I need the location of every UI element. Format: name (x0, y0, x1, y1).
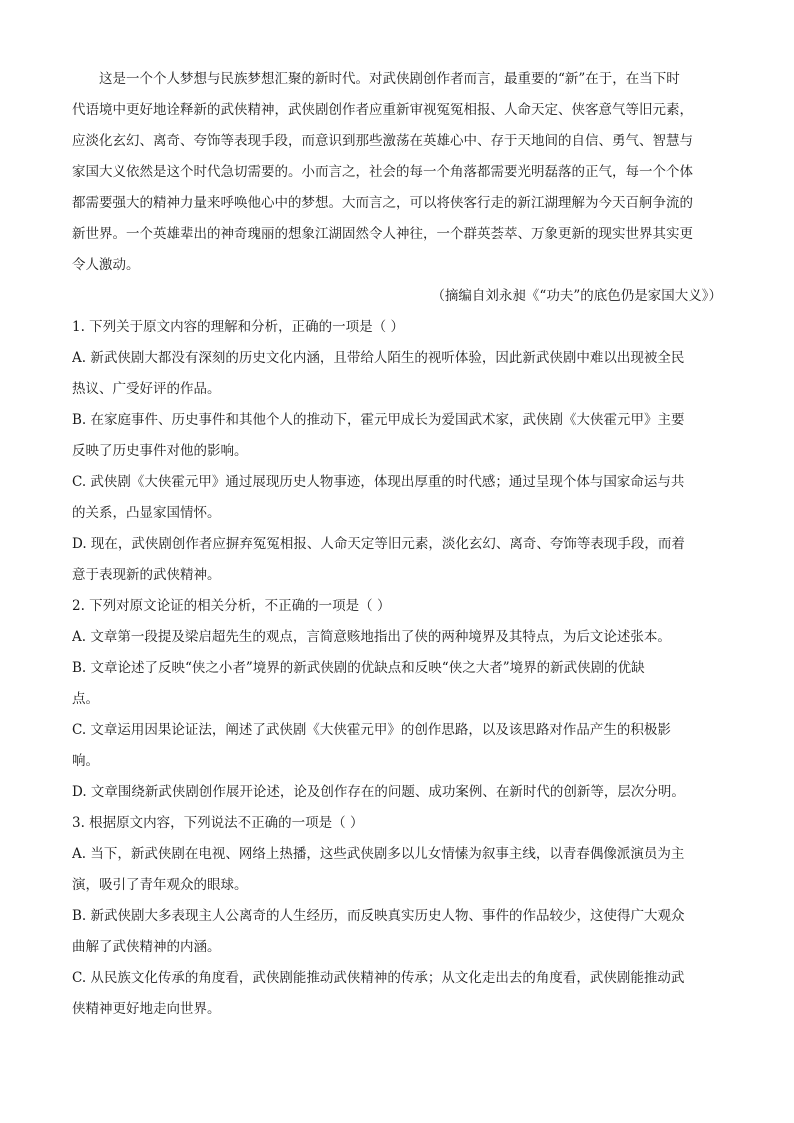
question-1 (72, 312, 722, 591)
option-c[interactable] (72, 467, 722, 529)
option-a[interactable] (72, 839, 722, 901)
option-line: 热议、广受好评的作品。 (72, 381, 221, 397)
option-line: A. 文章第一段提及梁启超先生的观点，言简意赅地指出了侠的两种境界及其特点，为后文论述张本。 (72, 629, 671, 645)
option-line: 反映了历史事件对他的影响。 (72, 443, 248, 459)
option-c[interactable] (72, 715, 722, 777)
passage-line: 代语境中更好地诠释新的武侠精神，武侠剧创作者应重新审视冤冤相报、人命天定、侠客意气等旧元素， (72, 102, 693, 118)
option-d[interactable] (72, 529, 722, 591)
option-b[interactable] (72, 901, 722, 963)
option-line: C. 武侠剧《大侠霍元甲》通过展现历史人物事迹，体现出厚重的时代感；通过呈现个体与国家命运与共 (72, 474, 685, 490)
question-3 (72, 808, 722, 1025)
option-line: 点。 (72, 691, 99, 707)
option-line: 侠精神更好地走向世界。 (72, 1001, 221, 1017)
question-stem: 2. 下列对原文论证的相关分析，不正确的一项是（ ） (72, 598, 391, 614)
option-line: C. 文章运用因果论证法，阐述了武侠剧《大侠霍元甲》的创作思路，以及该思路对作品产生的积极影 (72, 722, 671, 738)
document-content (72, 64, 722, 1025)
passage-line: 新世界。一个英雄辈出的神奇瑰丽的想象江湖固然令人神往，一个群英荟萃、万象更新的现实世界其实更 (72, 226, 693, 242)
option-line: 曲解了武侠精神的内涵。 (72, 939, 221, 955)
question-2 (72, 591, 722, 808)
passage-source: （摘编自刘永昶《“功夫”的底色仍是家国大义》） (431, 288, 722, 304)
question-stem: 1. 下列关于原文内容的理解和分析，正确的一项是（ ） (72, 319, 404, 335)
option-line: 演，吸引了青年观众的眼球。 (72, 877, 248, 893)
option-line: B. 新武侠剧大多表现主人公离奇的人生经历，而反映真实历史人物、事件的作品较少，这使得广大观众 (72, 908, 685, 924)
option-line: D. 现在，武侠剧创作者应摒弃冤冤相报、人命天定等旧元素，淡化玄幻、离奇、夸饰等表现手段，而着 (72, 536, 685, 552)
option-line: A. 新武侠剧大都没有深刻的历史文化内涵，且带给人陌生的视听体验，因此新武侠剧中难以出现被全民 (72, 350, 685, 366)
option-line: 的关系，凸显家国情怀。 (72, 505, 221, 521)
option-d[interactable] (72, 777, 722, 808)
passage-line: 这是一个个人梦想与民族梦想汇聚的新时代。对武侠剧创作者而言，最重要的“新”在于，在当下时 (99, 71, 680, 87)
passage-line: 令人激动。 (72, 257, 140, 273)
option-line: B. 在家庭事件、历史事件和其他个人的推动下，霍元甲成长为爱国武术家，武侠剧《大侠霍元甲》主要 (72, 412, 685, 428)
passage-line: 应淡化玄幻、离奇、夸饰等表现手段，而意识到那些激荡在英雄心中、存于天地间的自信、勇气、智慧与 (72, 133, 693, 149)
option-line: A. 当下，新武侠剧在电视、网络上热播，这些武侠剧多以儿女情愫为叙事主线，以青春偶像派演员为主 (72, 846, 685, 862)
option-line: B. 文章论述了反映“侠之小者”境界的新武侠剧的优缺点和反映“侠之大者”境界的新武侠剧的优缺 (72, 660, 645, 676)
passage-paragraph (72, 64, 722, 281)
question-stem: 3. 根据原文内容，下列说法不正确的一项是（ ） (72, 815, 364, 831)
option-a[interactable] (72, 622, 722, 653)
option-b[interactable] (72, 653, 722, 715)
passage-line: 都需要强大的精神力量来呼唤他心中的梦想。大而言之，可以将侠客行走的新江湖理解为今天百舸争流的 (72, 195, 693, 211)
option-line: C. 从民族文化传承的角度看，武侠剧能推动武侠精神的传承；从文化走出去的角度看，武侠剧能推动武 (72, 970, 685, 986)
option-b[interactable] (72, 405, 722, 467)
option-line: D. 文章围绕新武侠剧创作展开论述，论及创作存在的问题、成功案例、在新时代的创新等，层次分明。 (72, 784, 685, 800)
option-a[interactable] (72, 343, 722, 405)
option-c[interactable] (72, 963, 722, 1025)
option-line: 意于表现新的武侠精神。 (72, 567, 221, 583)
option-line: 响。 (72, 753, 99, 769)
passage-line: 家国大义依然是这个时代急切需要的。小而言之，社会的每一个角落都需要光明磊落的正气，每一个个体 (72, 164, 693, 180)
